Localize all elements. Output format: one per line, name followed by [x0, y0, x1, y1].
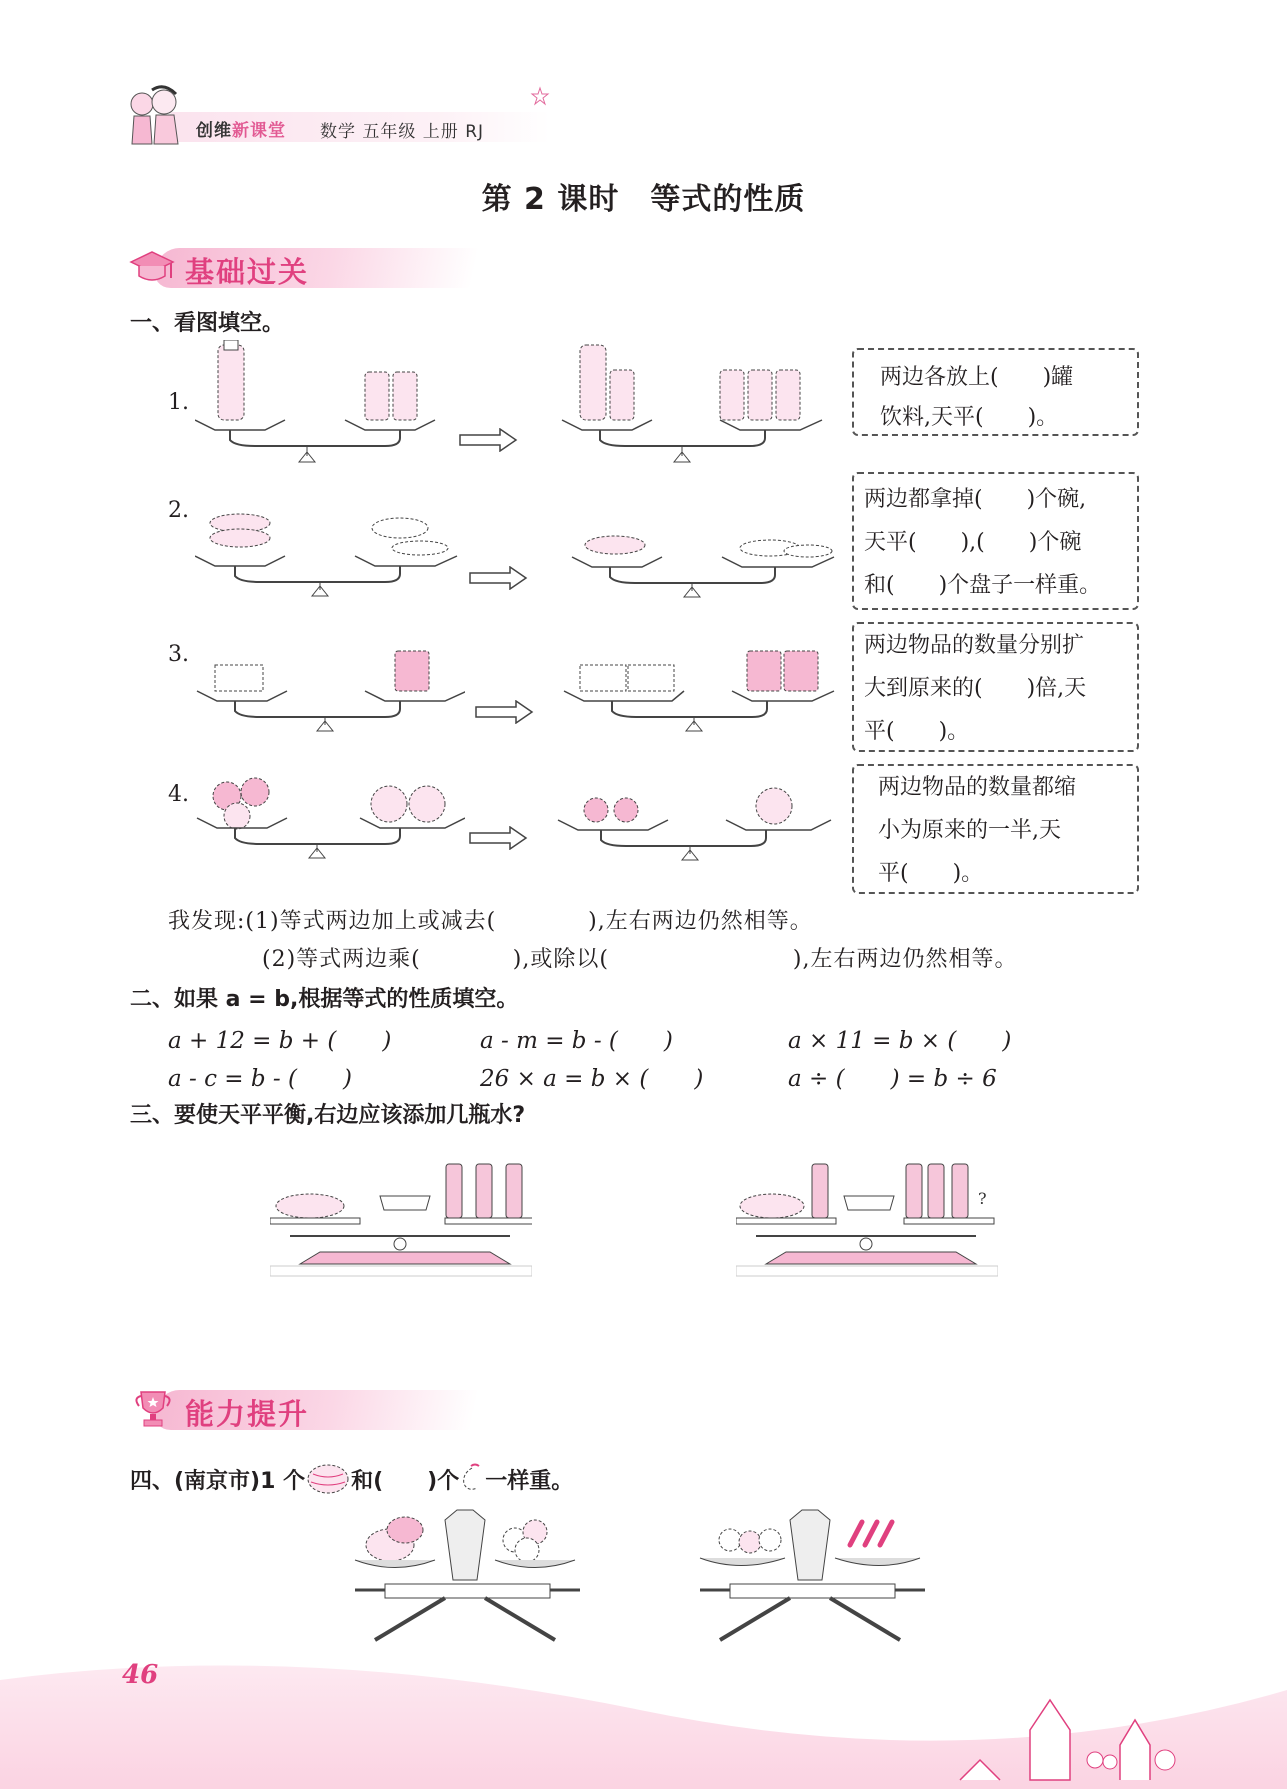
equation: a - c = b - ( ) [168, 1066, 352, 1092]
question-mark: ? [978, 1189, 987, 1208]
graduation-cap-icon [129, 248, 175, 288]
header-bar [120, 82, 550, 152]
question-4-heading [130, 1462, 573, 1496]
question-1-heading: 一、看图填空。 [130, 311, 285, 336]
balance-scale-watermelons-balls-before [195, 768, 465, 863]
item-number: 3. [168, 642, 189, 667]
section-title: 基础过关 [185, 255, 310, 289]
right-arrow-icon [468, 826, 528, 850]
question-4-prefix: 四、(南京市)1 个 [130, 1468, 306, 1494]
fill-text-line: 两边物品的数量分别扩 [864, 633, 1085, 658]
fill-text-line: 两边各放上( )罐 [880, 365, 1074, 390]
fill-text-line: 两边物品的数量都缩 [878, 775, 1077, 800]
fill-box-2 [852, 472, 1139, 610]
balance-scale-bowls-plates-after [570, 515, 840, 605]
fill-box-3 [852, 622, 1139, 752]
finding-2: (2)等式两边乘( ),或除以( ),左右两边仍然相等。 [262, 947, 1018, 972]
section-title: 能力提升 [185, 1397, 310, 1431]
fill-text-line: 大到原来的( )倍,天 [864, 676, 1087, 701]
platform-scale-melon-bottle-question [736, 1146, 998, 1281]
item-number: 2. [168, 498, 189, 523]
fill-text-line: 小为原来的一半,天 [878, 818, 1061, 843]
lesson-title: 第 2 课时 等式的性质 [481, 182, 806, 217]
fill-box-4 [852, 764, 1139, 894]
fill-text-line: 平( )。 [864, 719, 970, 744]
fill-text-line: 天平( ),( )个碗 [864, 530, 1082, 555]
watermelon-icon [305, 1462, 351, 1496]
finding-1: 我发现:(1)等式两边加上或减去( ),左右两边仍然相等。 [168, 909, 813, 934]
section-banner-advanced [125, 1386, 465, 1432]
fill-text-line: 和( )个盘子一样重。 [864, 573, 1102, 598]
footer-wave-decoration [0, 1620, 1287, 1789]
question-4-suffix: 一样重。 [485, 1468, 574, 1494]
trophy-icon [133, 1388, 173, 1430]
equation: a - m = b - ( ) [480, 1028, 673, 1054]
equation: a × 11 = b × ( ) [788, 1028, 1012, 1054]
question-3-heading: 三、要使天平平衡,右边应该添加几瓶水? [130, 1103, 526, 1128]
balance-scale-watermelons-balls-after [556, 770, 836, 865]
question-2-heading: 二、如果 a = b,根据等式的性质填空。 [130, 987, 519, 1012]
right-arrow-icon [468, 566, 528, 590]
page-number: 46 [122, 1660, 159, 1690]
subject-label: 数学 五年级 上册 RJ [320, 122, 485, 142]
balance-scale-bottles-cans-after [560, 340, 835, 465]
item-number: 4. [168, 782, 189, 807]
equation: 26 × a = b × ( ) [480, 1066, 704, 1092]
peach-icon [459, 1462, 485, 1496]
fill-box-1 [852, 348, 1139, 436]
brand-name: 创维新课堂 [196, 121, 286, 141]
mascot-girls-icon [120, 82, 190, 152]
balance-scale-cartons-bags-before [195, 645, 465, 735]
section-banner-basics [125, 244, 465, 290]
balance-scale-bowls-plates-before [195, 508, 465, 603]
equation: a + 12 = b + ( ) [168, 1028, 392, 1054]
platform-scale-melon-bottles [270, 1146, 532, 1281]
star-decoration-icon [530, 86, 550, 106]
fill-text-line: 饮料,天平( )。 [880, 405, 1059, 430]
right-arrow-icon [474, 700, 534, 724]
item-number: 1. [168, 390, 189, 415]
question-4-middle: 和( )个 [351, 1468, 460, 1494]
fill-text-line: 两边都拿掉( )个碗, [864, 487, 1087, 512]
balance-scale-cartons-bags-after [562, 645, 840, 735]
equation: a ÷ ( ) = b ÷ 6 [788, 1066, 997, 1092]
right-arrow-icon [458, 428, 518, 452]
fill-text-line: 平( )。 [878, 861, 984, 886]
